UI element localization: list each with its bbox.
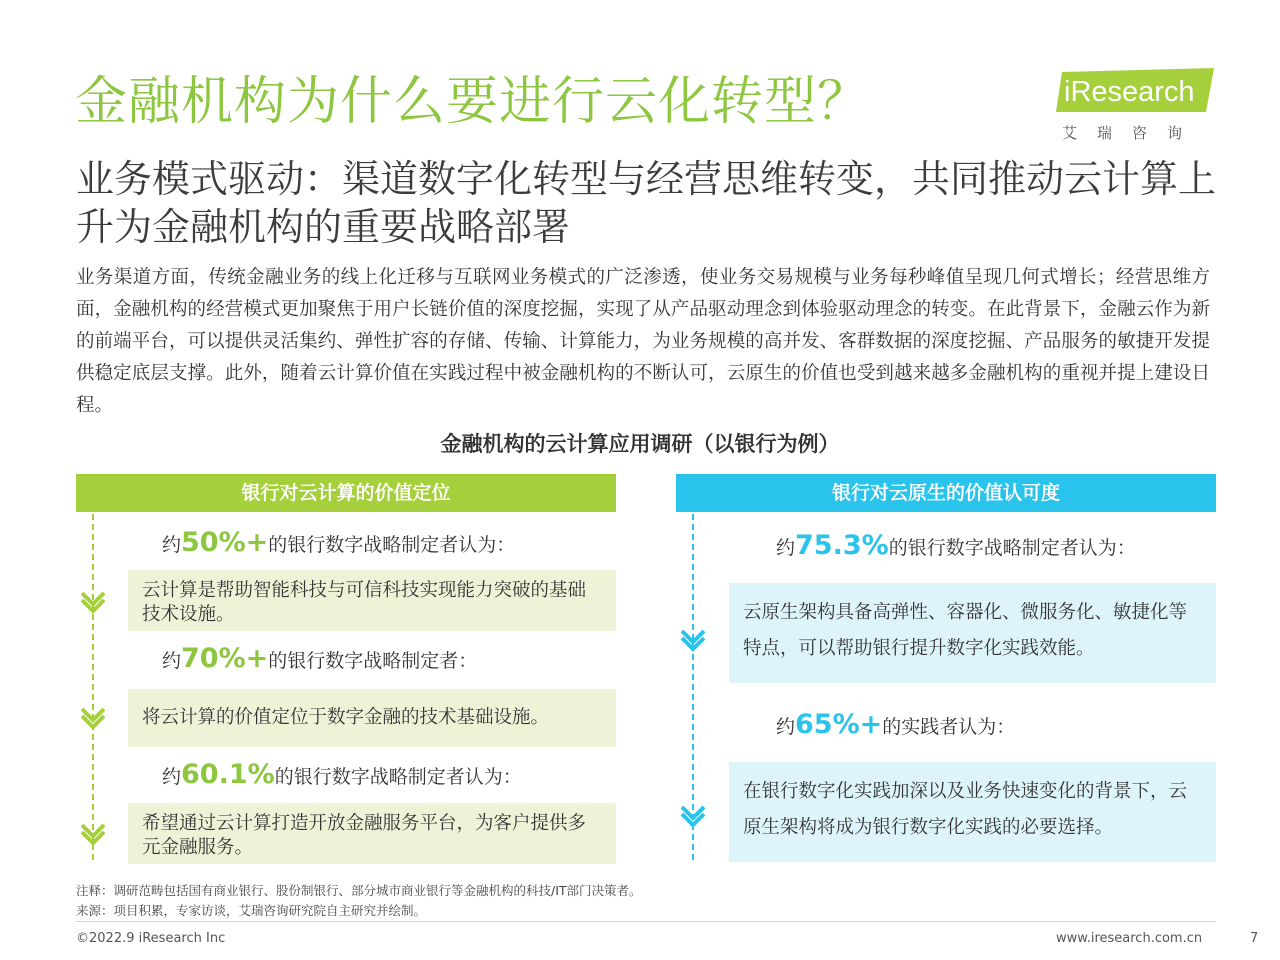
stat-suffix: 的银行数字战略制定者认为： bbox=[888, 537, 1136, 559]
stat-value: 60.1% bbox=[181, 759, 275, 790]
stat-line bbox=[162, 643, 477, 674]
stat-prefix: 约 bbox=[162, 534, 182, 556]
page-title: 金融机构为什么要进行云化转型？ bbox=[75, 72, 871, 132]
footer-divider bbox=[76, 921, 1216, 922]
chevron-down-icon bbox=[679, 800, 707, 828]
page-subtitle: 业务模式驱动：渠道数字化转型与经营思维转变，共同推动云计算上升为金融机构的重要战略部署 bbox=[76, 157, 1217, 249]
body-paragraph: 业务渠道方面，传统金融业务的线上化迁移与互联网业务模式的广泛渗透，使业务交易规模与业务每秒峰值呈现几何式增长；经营思维方面，金融机构的经营模式更加聚焦于用户长链价值的深度挖掘，实现了从产品驱动理念到体验驱动理念的转变。在此背景下，金融云作为新的前端平台，可以提供灵活集约、弹性扩容的存储、传输、计算能力，为业务规模的高并发、客群数据的深度挖掘、产品服务的敏捷开发提供稳定底层支撑。此外，随着云计算价值在实践过程中被金融机构的不断认可，云原生的价值也受到越来越多金融机构的重视并提上建设日程。 bbox=[76, 267, 1210, 416]
logo-subtitle: 艾瑞咨询 bbox=[1062, 124, 1203, 142]
stat-value: 65%+ bbox=[795, 709, 883, 740]
stat-suffix: 的银行数字战略制定者认为： bbox=[274, 766, 522, 788]
stat-value: 75.3% bbox=[795, 530, 889, 561]
footer-url[interactable]: www.iresearch.com.cn bbox=[1056, 931, 1203, 946]
chevron-down-icon bbox=[79, 586, 107, 614]
logo-brand: iResearch bbox=[1064, 76, 1195, 108]
finding-box: 希望通过云计算打造开放金融服务平台，为客户提供多元金融服务。 bbox=[128, 803, 616, 864]
stat-line bbox=[162, 759, 522, 790]
footnote: 注释：调研范畴包括国有商业银行、股份制银行、部分城市商业银行等金融机构的科技/IT部门决策者。 bbox=[76, 883, 642, 898]
source-note: 来源：项目积累，专家访谈，艾瑞咨询研究院自主研究并绘制。 bbox=[76, 903, 427, 918]
left-panel-header: 银行对云计算的价值定位 bbox=[76, 474, 616, 512]
stat-line bbox=[776, 709, 1015, 740]
left-dashed-line bbox=[92, 514, 94, 860]
stat-value: 50%+ bbox=[181, 527, 269, 558]
stat-prefix: 约 bbox=[776, 537, 796, 559]
chevron-down-icon bbox=[79, 702, 107, 730]
stat-line bbox=[776, 530, 1136, 561]
stat-line bbox=[162, 527, 515, 558]
stat-suffix: 的实践者认为： bbox=[882, 716, 1016, 738]
stat-prefix: 约 bbox=[776, 716, 796, 738]
finding-box: 云原生架构具备高弹性、容器化、微服务化、敏捷化等特点，可以帮助银行提升数字化实践效能。 bbox=[729, 583, 1216, 683]
right-panel-header: 银行对云原生的价值认可度 bbox=[676, 474, 1216, 512]
stat-suffix: 的银行数字战略制定者： bbox=[268, 650, 478, 672]
chevron-down-icon bbox=[79, 818, 107, 846]
finding-box: 将云计算的价值定位于数字金融的技术基础设施。 bbox=[128, 689, 616, 747]
copyright: ©2022.9 iResearch Inc bbox=[76, 931, 226, 946]
chevron-down-icon bbox=[679, 624, 707, 652]
stat-prefix: 约 bbox=[162, 766, 182, 788]
finding-box: 云计算是帮助智能科技与可信科技实现能力突破的基础技术设施。 bbox=[128, 570, 616, 631]
stat-value: 70%+ bbox=[181, 643, 269, 674]
survey-title: 金融机构的云计算应用调研（以银行为例） bbox=[440, 432, 840, 456]
iresearch-logo bbox=[1056, 68, 1216, 146]
page-number: 7 bbox=[1250, 931, 1259, 946]
finding-box: 在银行数字化实践加深以及业务快速变化的背景下，云原生架构将成为银行数字化实践的必要选择。 bbox=[729, 762, 1216, 862]
stat-suffix: 的银行数字战略制定者认为： bbox=[268, 534, 516, 556]
stat-prefix: 约 bbox=[162, 650, 182, 672]
